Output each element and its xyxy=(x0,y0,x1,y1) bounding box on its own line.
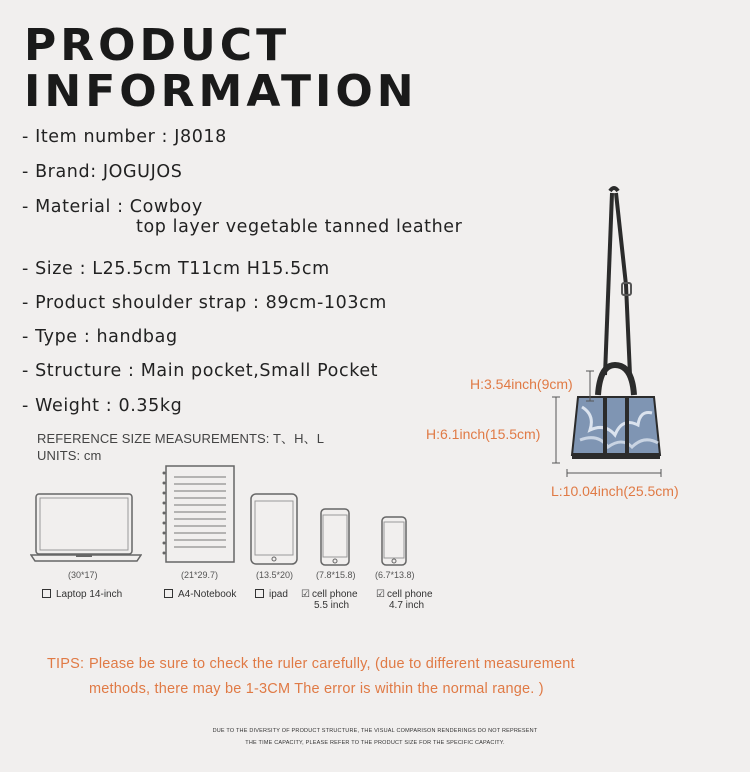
checkbox-checked-icon: ☑ xyxy=(301,589,310,600)
laptop-icon xyxy=(30,490,142,565)
phone-large-icon xyxy=(320,508,350,566)
height-body-marker xyxy=(550,396,562,464)
footer-line2: THE TIME CAPACITY, PLEASE REFER TO THE PRODUCT SIZE FOR THE SPECIFIC CAPACITY. xyxy=(245,740,505,746)
device-size-laptop: (30*17) xyxy=(68,570,98,580)
spec-material-detail: top layer vegetable tanned leather xyxy=(136,217,463,237)
spec-weight: - Weight : 0.35kg xyxy=(22,396,183,416)
tips-label: TIPS: xyxy=(47,656,85,672)
checkbox-laptop xyxy=(42,589,51,598)
page-title-line2: INFORMATION xyxy=(24,66,418,117)
device-size-phone-small: (6.7*13.8) xyxy=(375,570,415,580)
device-label-ipad: ipad xyxy=(255,589,288,600)
spec-shoulder-strap: - Product shoulder strap : 89cm-103cm xyxy=(22,293,387,313)
dim-length: L:10.04inch(25.5cm) xyxy=(551,483,679,499)
device-label-phone-small: ☑ cell phone 4.7 inch xyxy=(376,589,433,611)
footer-line1: DUE TO THE DIVERSITY OF PRODUCT STRUCTURE, THE VISUAL COMPARISON RENDERINGS DO NOT REPRESENT xyxy=(212,728,538,734)
spec-item-number: - Item number : J8018 xyxy=(22,127,227,147)
spec-size: - Size : L25.5cm T11cm H15.5cm xyxy=(22,259,330,279)
dim-handle-height: H:3.54inch(9cm) xyxy=(470,376,573,392)
spec-type: - Type : handbag xyxy=(22,327,178,347)
handbag-image xyxy=(560,185,670,475)
reference-label: REFERENCE SIZE MEASUREMENTS: T、H、L xyxy=(37,431,325,446)
checkbox-notebook xyxy=(164,589,173,598)
tips-line1: Please be sure to check the ruler carefully, (due to different measurement xyxy=(89,656,575,672)
height-handle-marker xyxy=(584,370,596,402)
units-label: UNITS: cm xyxy=(37,448,102,463)
length-marker xyxy=(566,468,662,478)
device-label-laptop: Laptop 14-inch xyxy=(42,589,122,600)
spec-material: - Material : Cowboy xyxy=(22,197,203,217)
notebook-icon xyxy=(160,465,236,565)
device-size-notebook: (21*29.7) xyxy=(181,570,219,580)
device-label-phone-large: ☑ cell phone 5.5 inch xyxy=(301,589,358,611)
device-size-ipad: (13.5*20) xyxy=(256,570,294,580)
device-size-phone-large: (7.8*15.8) xyxy=(316,570,356,580)
device-label-notebook: A4-Notebook xyxy=(164,589,236,600)
page-title-line1: PRODUCT xyxy=(24,20,291,71)
phone-small-icon xyxy=(381,516,407,566)
tips-line2: methods, there may be 1-3CM The error is within the normal range. ) xyxy=(89,681,544,697)
spec-brand: - Brand: JOGUJOS xyxy=(22,162,183,182)
checkbox-checked-icon: ☑ xyxy=(376,589,385,600)
checkbox-ipad xyxy=(255,589,264,598)
dim-body-height: H:6.1inch(15.5cm) xyxy=(426,426,541,442)
spec-structure: - Structure : Main pocket,Small Pocket xyxy=(22,361,379,381)
tablet-icon xyxy=(250,493,298,565)
